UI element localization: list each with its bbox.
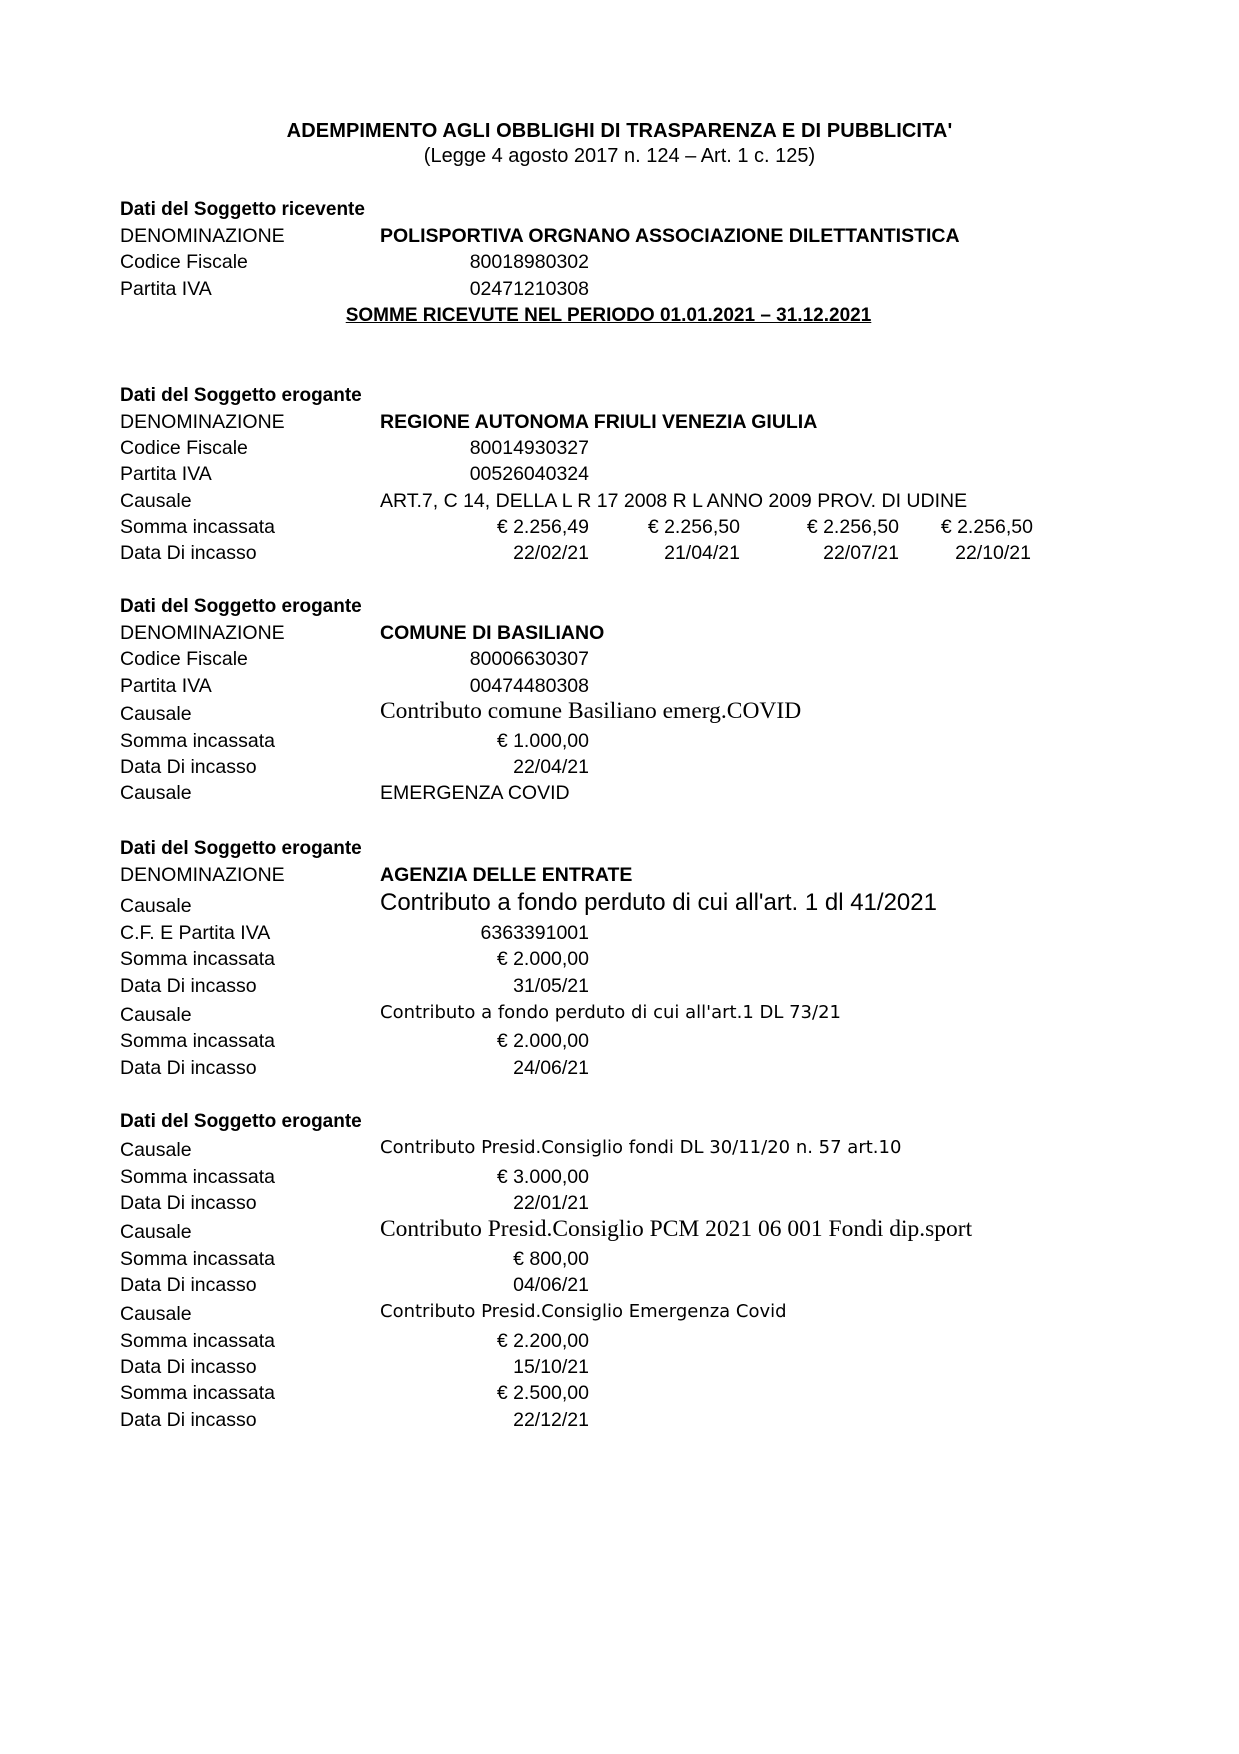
erogante4-somma2-label: Somma incassata xyxy=(120,1248,275,1270)
erogante2-causale: Contributo comune Basiliano emerg.COVID xyxy=(380,698,802,724)
erogante3-data2: 24/06/21 xyxy=(513,1057,589,1079)
erogante2-causale2: EMERGENZA COVID xyxy=(380,782,570,804)
document-title: ADEMPIMENTO AGLI OBBLIGHI DI TRASPARENZA E DI PUBBLICITA' xyxy=(286,120,953,142)
ricevente-piva: 02471210308 xyxy=(469,278,589,300)
document-subtitle: (Legge 4 agosto 2017 n. 124 – Art. 1 c. 125) xyxy=(423,145,816,167)
erogante1-cf-label: Codice Fiscale xyxy=(120,437,248,459)
erogante4-data3-label: Data Di incasso xyxy=(120,1356,257,1378)
erogante4-somma3: € 2.200,00 xyxy=(496,1330,589,1352)
erogante2-cf-label: Codice Fiscale xyxy=(120,648,248,670)
ricevente-denominazione: POLISPORTIVA ORGNANO ASSOCIAZIONE DILETTANTISTICA xyxy=(380,225,960,247)
erogante1-data-1: 22/02/21 xyxy=(513,542,589,564)
erogante2-causale-label: Causale xyxy=(120,703,192,725)
erogante2-cf: 80006630307 xyxy=(469,648,589,670)
erogante2-somma: € 1.000,00 xyxy=(496,730,589,752)
erogante1-piva: 00526040324 xyxy=(469,463,589,485)
erogante1-somma-label: Somma incassata xyxy=(120,516,275,538)
erogante2-piva: 00474480308 xyxy=(469,675,589,697)
erogante4-causale2: Contributo Presid.Consiglio PCM 2021 06 001 Fondi dip.sport xyxy=(380,1216,973,1242)
erogante1-data-2: 21/04/21 xyxy=(664,542,740,564)
erogante4-somma3-label: Somma incassata xyxy=(120,1330,275,1352)
erogante3-somma2-label: Somma incassata xyxy=(120,1030,275,1052)
erogante2-data: 22/04/21 xyxy=(513,756,589,778)
period-heading: SOMME RICEVUTE NEL PERIODO 01.01.2021 – 31.12.2021 xyxy=(345,305,872,326)
erogante3-cfpiva-label: C.F. E Partita IVA xyxy=(120,922,271,944)
erogante3-causale2: Contributo a fondo perduto di cui all'art.1 DL 73/21 xyxy=(380,1002,841,1023)
erogante1-data-4: 22/10/21 xyxy=(955,542,1031,564)
erogante3-causale-label: Causale xyxy=(120,895,192,917)
erogante2-data-label: Data Di incasso xyxy=(120,756,257,778)
erogante1-heading: Dati del Soggetto erogante xyxy=(120,385,362,406)
erogante4-data1: 22/01/21 xyxy=(513,1192,589,1214)
ricevente-cf: 80018980302 xyxy=(469,251,589,273)
erogante2-denominazione: COMUNE DI BASILIANO xyxy=(380,622,605,644)
erogante1-denominazione: REGIONE AUTONOMA FRIULI VENEZIA GIULIA xyxy=(380,411,818,433)
erogante4-somma4-label: Somma incassata xyxy=(120,1382,275,1404)
erogante1-denominazione-label: DENOMINAZIONE xyxy=(120,411,285,433)
erogante1-data-3: 22/07/21 xyxy=(823,542,899,564)
erogante2-heading: Dati del Soggetto erogante xyxy=(120,596,362,617)
erogante2-causale2-label: Causale xyxy=(120,782,192,804)
erogante4-heading: Dati del Soggetto erogante xyxy=(120,1111,362,1132)
erogante1-causale: ART.7, C 14, DELLA L R 17 2008 R L ANNO 2009 PROV. DI UDINE xyxy=(380,490,968,512)
erogante1-somma-3: € 2.256,50 xyxy=(806,516,899,538)
erogante4-data3: 15/10/21 xyxy=(513,1356,589,1378)
erogante4-data4-label: Data Di incasso xyxy=(120,1409,257,1431)
erogante1-cf: 80014930327 xyxy=(469,437,589,459)
erogante3-data2-label: Data Di incasso xyxy=(120,1057,257,1079)
erogante3-cfpiva: 6363391001 xyxy=(480,922,589,944)
ricevente-cf-label: Codice Fiscale xyxy=(120,251,248,273)
erogante4-data4: 22/12/21 xyxy=(513,1409,589,1431)
erogante4-causale1: Contributo Presid.Consiglio fondi DL 30/11/20 n. 57 art.10 xyxy=(380,1137,902,1158)
erogante3-somma: € 2.000,00 xyxy=(496,948,589,970)
erogante2-somma-label: Somma incassata xyxy=(120,730,275,752)
erogante4-causale1-label: Causale xyxy=(120,1139,192,1161)
erogante4-causale2-label: Causale xyxy=(120,1221,192,1243)
erogante3-denominazione: AGENZIA DELLE ENTRATE xyxy=(380,864,633,886)
erogante2-denominazione-label: DENOMINAZIONE xyxy=(120,622,285,644)
erogante4-somma1-label: Somma incassata xyxy=(120,1166,275,1188)
erogante1-somma-1: € 2.256,49 xyxy=(496,516,589,538)
erogante1-piva-label: Partita IVA xyxy=(120,463,212,485)
erogante4-somma4: € 2.500,00 xyxy=(496,1382,589,1404)
erogante4-somma1: € 3.000,00 xyxy=(496,1166,589,1188)
erogante3-heading: Dati del Soggetto erogante xyxy=(120,838,362,859)
erogante1-data-label: Data Di incasso xyxy=(120,542,257,564)
erogante4-data1-label: Data Di incasso xyxy=(120,1192,257,1214)
erogante3-somma-label: Somma incassata xyxy=(120,948,275,970)
erogante1-somma-4: € 2.256,50 xyxy=(940,516,1033,538)
erogante3-data-label: Data Di incasso xyxy=(120,975,257,997)
erogante3-somma2: € 2.000,00 xyxy=(496,1030,589,1052)
erogante3-denominazione-label: DENOMINAZIONE xyxy=(120,864,285,886)
erogante4-somma2: € 800,00 xyxy=(513,1248,589,1270)
ricevente-piva-label: Partita IVA xyxy=(120,278,212,300)
erogante4-causale3: Contributo Presid.Consiglio Emergenza Covid xyxy=(380,1301,787,1322)
erogante4-data2: 04/06/21 xyxy=(513,1274,589,1296)
erogante3-causale2-label: Causale xyxy=(120,1004,192,1026)
ricevente-heading: Dati del Soggetto ricevente xyxy=(120,199,365,220)
erogante3-causale: Contributo a fondo perduto di cui all'art. 1 dl 41/2021 xyxy=(380,889,937,916)
erogante4-data2-label: Data Di incasso xyxy=(120,1274,257,1296)
erogante4-causale3-label: Causale xyxy=(120,1303,192,1325)
erogante2-piva-label: Partita IVA xyxy=(120,675,212,697)
ricevente-denominazione-label: DENOMINAZIONE xyxy=(120,225,285,247)
erogante1-somma-2: € 2.256,50 xyxy=(647,516,740,538)
erogante1-causale-label: Causale xyxy=(120,490,192,512)
erogante3-data: 31/05/21 xyxy=(513,975,589,997)
